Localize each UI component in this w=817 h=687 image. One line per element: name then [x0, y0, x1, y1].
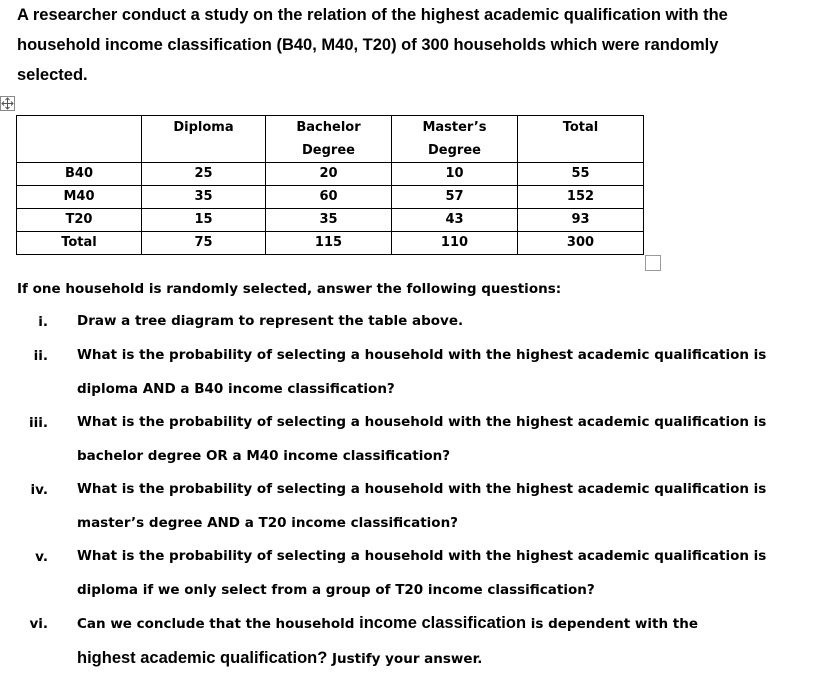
table-row	[17, 163, 644, 186]
q6-line1-part-c: is dependent with the	[526, 616, 699, 632]
question-number: v.	[35, 549, 48, 565]
cell: 57	[392, 186, 518, 209]
cell: 15	[142, 209, 266, 232]
intro-line-1: A researcher conduct a study on the relation of the highest academic qualification with the	[17, 6, 728, 24]
table-row	[17, 186, 644, 209]
cell: 300	[518, 232, 644, 255]
question-line: Draw a tree diagram to represent the table above.	[77, 313, 464, 329]
question-text	[77, 339, 777, 406]
question-line: What is the probability of selecting a household with the highest academic qualification is	[77, 414, 767, 430]
question-line: What is the probability of selecting a household with the highest academic qualification is	[77, 347, 767, 363]
cell: 10	[392, 163, 518, 186]
contingency-table	[16, 115, 644, 255]
question-line: bachelor degree OR a M40 income classification?	[77, 447, 451, 464]
table-resize-handle[interactable]	[645, 255, 661, 271]
question-text	[77, 473, 777, 540]
cell: 35	[142, 186, 266, 209]
row-label-m40: M40	[17, 186, 142, 209]
intro-line-2: household income classification (B40, M40, T20) of 300 households which were randomly	[17, 36, 719, 54]
question-text	[77, 607, 777, 676]
question-line: What is the probability of selecting a household with the highest academic qualification is	[77, 481, 767, 497]
header-empty-cell	[17, 116, 142, 163]
question-text	[77, 540, 777, 607]
row-label-b40: B40	[17, 163, 142, 186]
question-number: ii.	[33, 348, 48, 364]
question-text	[77, 406, 777, 473]
question-line: What is the probability of selecting a household with the highest academic qualification is	[77, 548, 767, 564]
table-header-row	[17, 116, 644, 163]
table-move-handle-icon[interactable]	[0, 96, 15, 111]
intro-line-3: selected.	[17, 66, 88, 84]
q6-line2-part-b: Justify your answer.	[327, 650, 483, 667]
question-number: i.	[38, 314, 48, 330]
header-bachelor-line2: Degree	[302, 143, 355, 158]
header-bachelor-line1: Bachelor	[296, 120, 361, 135]
header-diploma: Diploma	[142, 116, 266, 163]
q6-line1-part-a: Can we conclude that the household	[77, 616, 360, 632]
cell: 25	[142, 163, 266, 186]
header-masters-degree	[392, 116, 518, 163]
question-line: diploma AND a B40 income classification?	[77, 380, 395, 397]
cell: 152	[518, 186, 644, 209]
cell: 75	[142, 232, 266, 255]
row-label-t20: T20	[17, 209, 142, 232]
q6-line2-part-a: highest academic qualification?	[77, 648, 328, 667]
table-row	[17, 209, 644, 232]
cell: 115	[266, 232, 392, 255]
header-masters-line1: Master’s	[422, 120, 487, 135]
cell: 43	[392, 209, 518, 232]
question-line: diploma if we only select from a group of T20 income classification?	[77, 581, 595, 598]
problem-statement	[17, 0, 807, 90]
question-line	[77, 642, 777, 677]
question-line: master’s degree AND a T20 income classification?	[77, 514, 459, 531]
cell: 110	[392, 232, 518, 255]
question-line	[77, 607, 777, 642]
question-number: iii.	[28, 415, 48, 431]
header-bachelor-degree	[266, 116, 392, 163]
questions-intro: If one household is randomly selected, answer the following questions:	[17, 281, 562, 297]
question-number: iv.	[30, 482, 48, 498]
q6-line1-part-b: income classification	[359, 614, 527, 632]
cell: 35	[266, 209, 392, 232]
cell: 60	[266, 186, 392, 209]
row-label-total: Total	[17, 232, 142, 255]
header-masters-line2: Degree	[428, 143, 481, 158]
header-total: Total	[518, 116, 644, 163]
cell: 55	[518, 163, 644, 186]
cell: 93	[518, 209, 644, 232]
table-row	[17, 232, 644, 255]
cell: 20	[266, 163, 392, 186]
question-text	[77, 305, 777, 339]
question-number: vi.	[29, 616, 48, 632]
